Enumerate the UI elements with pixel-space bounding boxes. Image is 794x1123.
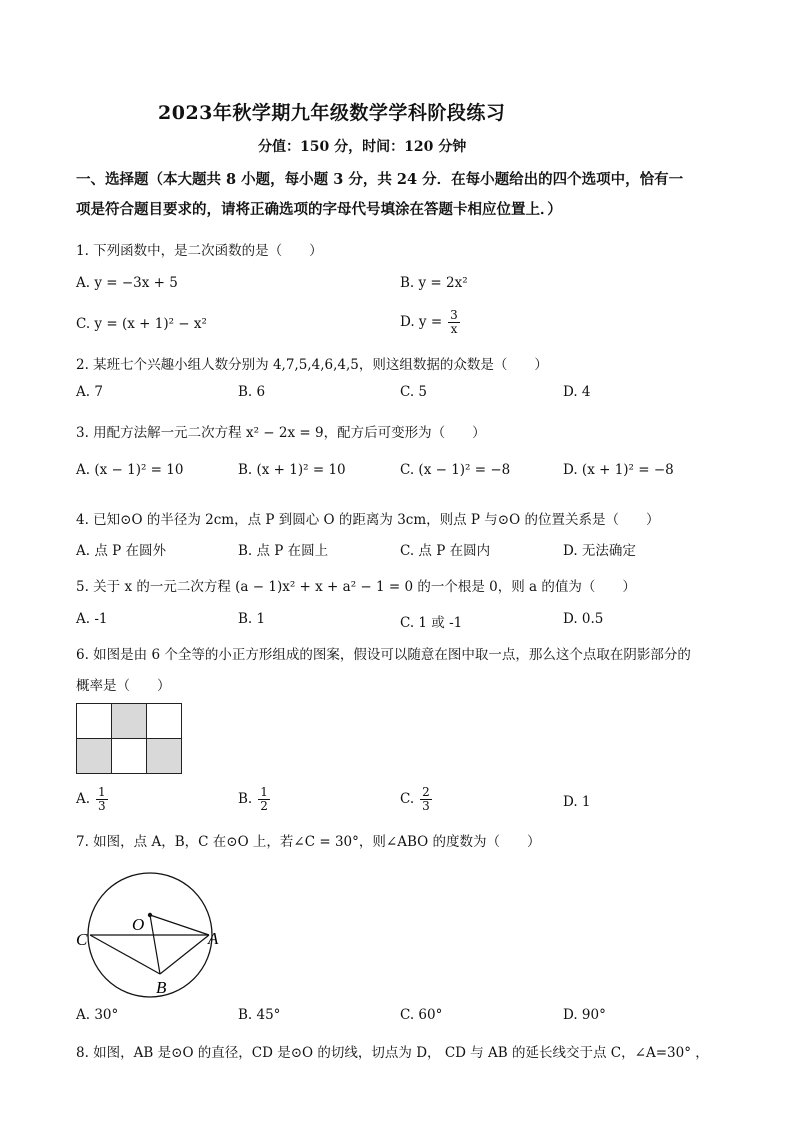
q1-option-d (400, 309, 460, 336)
question-1-stem: 1. 下列函数中，是二次函数的是（ ） (76, 243, 323, 259)
question-2-stem: 2. 某班七个兴趣小组人数分别为 4,7,5,4,6,4,5，则这组数据的众数是（ ） (76, 357, 548, 373)
q1-option-a: A. y = −3x + 5 (76, 275, 178, 291)
q5-option-b: B. 1 (238, 611, 266, 627)
circle-figure (70, 855, 230, 1000)
question-5-stem: 5. 关于 x 的一元二次方程 (a − 1)x² + x + a² − 1 = 0 的一个根是 0，则 a 的值为（ ） (76, 579, 636, 595)
q2-option-a: A. 7 (76, 384, 103, 400)
question-3-stem: 3. 用配方法解一元二次方程 x² − 2x = 9，配方后可变形为（ ） (76, 425, 486, 441)
q7-option-c: C. 60° (400, 1007, 443, 1023)
question-8-stem: 8. 如图，AB 是⊙O 的直径，CD 是⊙O 的切线，切点为 D， CD 与 AB 的延长线交于点 C，∠A=30° ， (76, 1045, 709, 1061)
q2-option-b: B. 6 (238, 384, 266, 400)
q6-option-b (238, 786, 270, 813)
q6-option-b-label: B. (238, 791, 253, 807)
label-o: O (132, 915, 145, 934)
q6-option-a (76, 786, 108, 813)
q2-option-c: C. 5 (400, 384, 428, 400)
label-c: C (76, 930, 88, 949)
q6-option-c-label: C. (400, 791, 415, 807)
six-square-figure (76, 703, 182, 774)
fraction (258, 786, 270, 813)
grid-cell-blank (77, 704, 112, 739)
section-heading-line1: 一、选择题（本大题共 8 小题，每小题 3 分，共 24 分．在每小题给出的四个选项中，恰有一 (76, 171, 684, 188)
grid-cell-shaded (112, 704, 147, 739)
grid-cell-shaded (147, 739, 182, 774)
q7-option-a: A. 30° (76, 1007, 119, 1023)
fraction-num: 2 (422, 785, 430, 799)
q4-option-a: A. 点 P 在圆外 (76, 543, 166, 559)
fraction-den: x (450, 322, 458, 336)
label-a: A (208, 929, 219, 948)
section-heading-line2: 项是符合题目要求的，请将正确选项的字母代号填涂在答题卡相应位置上．） (76, 201, 562, 218)
question-6-stem: 6. 如图是由 6 个全等的小正方形组成的图案，假设可以随意在图中取一点，那么这个点取在阴影部分的 (76, 647, 691, 663)
question-7-stem: 7. 如图，点 A，B，C 在⊙O 上，若∠C = 30°，则∠ABO 的度数为（ ） (76, 834, 541, 850)
fraction-num: 1 (98, 785, 106, 799)
segment-ob (150, 915, 160, 974)
page-title: 2023年秋学期九年级数学学科阶段练习 (158, 102, 506, 124)
q5-option-c: C. 1 或 -1 (400, 615, 463, 631)
grid-cell-shaded (77, 739, 112, 774)
q6-option-d: D. 1 (563, 794, 591, 810)
q5-option-d: D. 0.5 (563, 611, 604, 627)
grid-cell-blank (112, 739, 147, 774)
grid-cell-blank (147, 704, 182, 739)
q4-option-c: C. 点 P 在圆内 (400, 543, 491, 559)
fraction-den: 3 (98, 799, 106, 813)
fraction (96, 786, 108, 813)
question-6-stem-line2: 概率是（ ） (76, 678, 171, 694)
q4-option-b: B. 点 P 在圆上 (238, 543, 329, 559)
segment-oa (150, 915, 209, 935)
q1-option-d-label: D. y = (400, 314, 443, 330)
question-4-stem: 4. 已知⊙O 的半径为 2cm，点 P 到圆心 O 的距离为 3cm，则点 P 与⊙O 的位置关系是（ ） (76, 512, 660, 528)
q3-option-c: C. (x − 1)² = −8 (400, 462, 511, 478)
fraction-num: 1 (260, 785, 268, 799)
fraction-den: 2 (260, 799, 268, 813)
fraction-den: 3 (422, 799, 430, 813)
q1-option-b: B. y = 2x² (400, 275, 468, 291)
q3-option-a: A. (x − 1)² = 10 (76, 462, 184, 478)
fraction (448, 309, 460, 336)
q7-option-b: B. 45° (238, 1007, 281, 1023)
q3-option-d: D. (x + 1)² = −8 (563, 462, 674, 478)
exam-info: 分值：150 分，时间：120 分钟 (258, 139, 467, 155)
q5-option-a: A. -1 (76, 611, 108, 627)
fraction-num: 3 (450, 308, 458, 322)
chord-cb (90, 935, 160, 974)
q6-option-a-label: A. (76, 791, 91, 807)
q7-option-d: D. 90° (563, 1007, 606, 1023)
q2-option-d: D. 4 (563, 384, 591, 400)
q4-option-d: D. 无法确定 (563, 543, 636, 559)
q1-option-c: C. y = (x + 1)² − x² (76, 316, 207, 332)
fraction (420, 786, 432, 813)
q6-option-c (400, 786, 432, 813)
q3-option-b: B. (x + 1)² = 10 (238, 462, 346, 478)
label-b: B (156, 978, 167, 997)
